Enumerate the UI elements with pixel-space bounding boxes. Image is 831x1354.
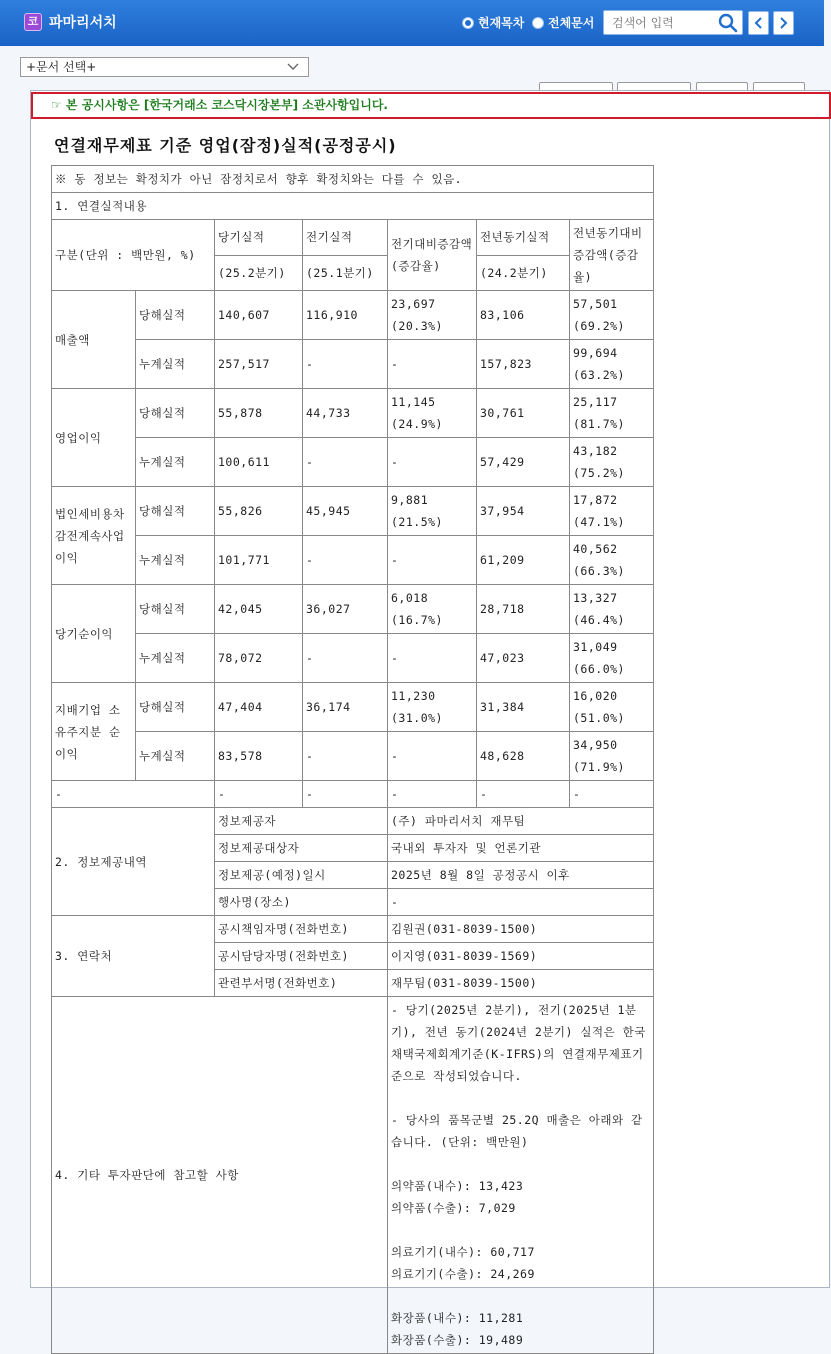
cell-current: 47,404 xyxy=(215,683,303,732)
metric-label: 법인세비용차감전계속사업이익 xyxy=(52,487,136,585)
notes-cell: - 당기(2025년 2분기), 전기(2025년 1분기), 전년 동기(2024년 2분기) 실적은 한국채택국제회계기준(K-IFRS)의 연결재무제표기준으로 작성되었습니다. - 당사의 품목군별 25.2Q 매출은 아래와 같습니다. (단위: 백만원) 의약품(내수): 13,423 의약품(수출): 7,029 의료기기(내수): 60,717 의료기기(수출): 24,269 화장품(내수): 11,281 화장품(수출): 19,489 xyxy=(388,997,654,1354)
radio-current-toc-label: 현재목차 xyxy=(478,16,525,30)
radio-unselected-icon xyxy=(532,17,544,29)
cell-qoq: - xyxy=(388,536,477,585)
row-type: 누계실적 xyxy=(136,438,215,487)
chevron-left-icon xyxy=(749,12,768,34)
section-4-title: 4. 기타 투자판단에 참고할 사항 xyxy=(52,997,388,1354)
contact-value: 김원권(031-8039-1500) xyxy=(388,916,654,943)
cell-yoy: 17,872 (47.1%) xyxy=(570,487,654,536)
cell-prev: - xyxy=(303,732,388,781)
col-current-period: (25.2분기) xyxy=(215,255,303,291)
cell-yoy: 99,694 (63.2%) xyxy=(570,340,654,389)
radio-all-docs-label: 전체문서 xyxy=(548,16,595,30)
search-box xyxy=(603,10,743,35)
row-type: 당해실적 xyxy=(136,585,215,634)
top-header xyxy=(0,0,824,46)
cell-current: 83,578 xyxy=(215,732,303,781)
document-select-value: +문서 선택+ xyxy=(26,60,97,74)
cell-qoq: 11,230 (31.0%) xyxy=(388,683,477,732)
cell-prev: 36,027 xyxy=(303,585,388,634)
info-label: 정보제공대상자 xyxy=(215,835,388,862)
cell-yoy: 31,049 (66.0%) xyxy=(570,634,654,683)
app-logo-icon: 코 xyxy=(24,13,42,31)
app-title: 파마리서치 xyxy=(49,15,117,31)
search-input[interactable] xyxy=(604,11,712,34)
info-label: 정보제공(예정)일시 xyxy=(215,862,388,889)
cell-current: 55,826 xyxy=(215,487,303,536)
search-icon[interactable] xyxy=(718,13,738,33)
contact-value: 재무팀(031-8039-1500) xyxy=(388,970,654,997)
metric-label: 당기순이익 xyxy=(52,585,136,683)
radio-selected-icon xyxy=(462,17,474,29)
cell-current: 78,072 xyxy=(215,634,303,683)
chevron-right-icon xyxy=(774,12,793,34)
dash-cell: - xyxy=(215,781,303,808)
report-table xyxy=(51,165,654,1354)
cell-yoy: 13,327 (46.4%) xyxy=(570,585,654,634)
cell-current: 140,607 xyxy=(215,291,303,340)
cell-yoy: 25,117 (81.7%) xyxy=(570,389,654,438)
cell-qoq: 23,697 (20.3%) xyxy=(388,291,477,340)
cell-qoq: 11,145 (24.9%) xyxy=(388,389,477,438)
cell-current: 101,771 xyxy=(215,536,303,585)
document-select[interactable] xyxy=(20,57,309,77)
metric-label: 지배기업 소유주지분 순이익 xyxy=(52,683,136,781)
cell-yoy: 43,182 (75.2%) xyxy=(570,438,654,487)
cell-qoq: - xyxy=(388,438,477,487)
cell-prev: 116,910 xyxy=(303,291,388,340)
cell-yoy: 34,950 (71.9%) xyxy=(570,732,654,781)
cell-ly: 47,023 xyxy=(477,634,570,683)
dash-cell: - xyxy=(52,781,215,808)
row-type: 누계실적 xyxy=(136,732,215,781)
cell-prev: - xyxy=(303,340,388,389)
col-current-header: 당기실적 xyxy=(215,220,303,256)
next-button[interactable] xyxy=(773,11,794,35)
metric-label: 매출액 xyxy=(52,291,136,389)
cell-ly: 48,628 xyxy=(477,732,570,781)
document-frame xyxy=(30,90,830,1347)
cell-qoq: 9,881 (21.5%) xyxy=(388,487,477,536)
contact-label: 관련부서명(전화번호) xyxy=(215,970,388,997)
col-yoy-header: 전년동기대비증감액(증감율) xyxy=(570,220,654,291)
notice-banner: ☞ 본 공시사항은 [한국거래소 코스닥시장본부] 소관사항입니다. xyxy=(31,92,831,119)
cell-yoy: 16,020 (51.0%) xyxy=(570,683,654,732)
info-value: - xyxy=(388,889,654,916)
section-1-title: 1. 연결실적내용 xyxy=(52,193,654,220)
cell-qoq: - xyxy=(388,340,477,389)
cell-current: 42,045 xyxy=(215,585,303,634)
cell-yoy: 57,501 (69.2%) xyxy=(570,291,654,340)
cell-ly: 37,954 xyxy=(477,487,570,536)
cell-qoq: - xyxy=(388,732,477,781)
col-ly-header: 전년동기실적 xyxy=(477,220,570,256)
col-prev-header: 전기실적 xyxy=(303,220,388,256)
cell-yoy: 40,562 (66.3%) xyxy=(570,536,654,585)
dash-cell: - xyxy=(303,781,388,808)
prev-button[interactable] xyxy=(748,11,769,35)
contact-value: 이지영(031-8039-1569) xyxy=(388,943,654,970)
cell-prev: - xyxy=(303,536,388,585)
row-type: 당해실적 xyxy=(136,487,215,536)
row-type: 누계실적 xyxy=(136,536,215,585)
contact-label: 공시담당자명(전화번호) xyxy=(215,943,388,970)
cell-qoq: 6,018 (16.7%) xyxy=(388,585,477,634)
disclaimer-cell: ※ 동 정보는 확정치가 아닌 잠정치로서 향후 확정치와는 다를 수 있음. xyxy=(52,166,654,193)
document-title: 연결재무제표 기준 영업(잠정)실적(공정공시) xyxy=(54,136,397,155)
info-value: (주) 파마리서치 재무팀 xyxy=(388,808,654,835)
cell-ly: 28,718 xyxy=(477,585,570,634)
cell-ly: 157,823 xyxy=(477,340,570,389)
info-value: 2025년 8월 8일 공정공시 이후 xyxy=(388,862,654,889)
cell-prev: - xyxy=(303,438,388,487)
dash-cell: - xyxy=(570,781,654,808)
cell-current: 55,878 xyxy=(215,389,303,438)
cell-prev: 36,174 xyxy=(303,683,388,732)
col-qoq-header: 전기대비증감액(증감율) xyxy=(388,220,477,291)
cell-ly: 57,429 xyxy=(477,438,570,487)
row-type: 누계실적 xyxy=(136,340,215,389)
row-type: 당해실적 xyxy=(136,683,215,732)
cell-current: 100,611 xyxy=(215,438,303,487)
col-prev-period: (25.1분기) xyxy=(303,255,388,291)
cell-ly: 83,106 xyxy=(477,291,570,340)
cell-ly: 30,761 xyxy=(477,389,570,438)
cell-ly: 31,384 xyxy=(477,683,570,732)
cell-current: 257,517 xyxy=(215,340,303,389)
cell-prev: 45,945 xyxy=(303,487,388,536)
contact-label: 공시책임자명(전화번호) xyxy=(215,916,388,943)
metric-label: 영업이익 xyxy=(52,389,136,487)
info-label: 행사명(장소) xyxy=(215,889,388,916)
chevron-down-icon xyxy=(286,60,300,74)
section-2-title: 2. 정보제공내역 xyxy=(52,808,215,916)
info-label: 정보제공자 xyxy=(215,808,388,835)
row-type: 누계실적 xyxy=(136,634,215,683)
info-value: 국내외 투자자 및 언론기관 xyxy=(388,835,654,862)
radio-all-docs[interactable] xyxy=(532,14,594,31)
unit-header: 구분(단위 : 백만원, %) xyxy=(52,220,215,291)
cell-ly: 61,209 xyxy=(477,536,570,585)
radio-current-toc[interactable] xyxy=(462,14,524,31)
cell-prev: - xyxy=(303,634,388,683)
cell-prev: 44,733 xyxy=(303,389,388,438)
dash-cell: - xyxy=(388,781,477,808)
cell-qoq: - xyxy=(388,634,477,683)
dash-cell: - xyxy=(477,781,570,808)
section-3-title: 3. 연락처 xyxy=(52,916,215,997)
row-type: 당해실적 xyxy=(136,291,215,340)
row-type: 당해실적 xyxy=(136,389,215,438)
col-ly-period: (24.2분기) xyxy=(477,255,570,291)
